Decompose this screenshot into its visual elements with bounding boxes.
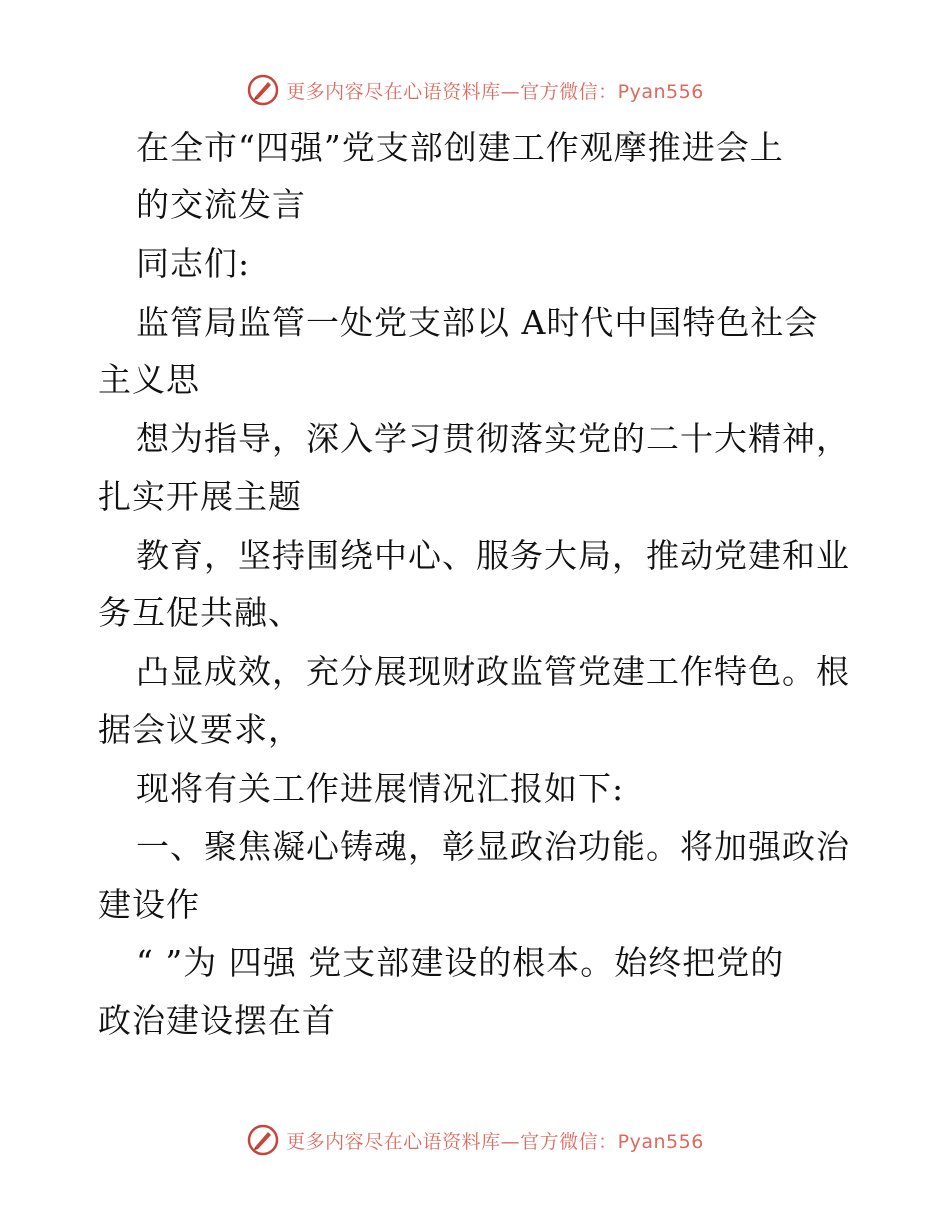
paragraph-line: 凸显成效，充分展现财政监管党建工作特色。根: [136, 652, 850, 691]
paragraph-line: 监管局监管一处党支部以 A时代中国特色社会: [136, 303, 819, 342]
watermark-wechat-id: Pyan556: [617, 1130, 704, 1153]
section-heading-line: 一、聚焦凝心铸魂，彰显政治功能。将加强政治: [136, 827, 850, 866]
salutation: 同志们:: [136, 244, 251, 283]
paragraph-line: 建设作: [98, 885, 200, 924]
watermark-wechat-id: Pyan556: [617, 80, 704, 103]
paragraph-line: 主义思: [98, 360, 200, 399]
paragraph-line: 想为指导，深入学习贯彻落实党的二十大精神，: [136, 419, 850, 458]
quill-circle-logo-icon: [246, 73, 280, 107]
paragraph-line: “ ”为 四强 党支部建设的根本。始终把党的: [136, 943, 785, 982]
paragraph-line: 务互促共融、: [98, 593, 302, 632]
footer-watermark: [0, 1120, 950, 1160]
paragraph-line: 政治建设摆在首: [98, 1001, 336, 1040]
title-line-2: 的交流发言: [136, 185, 306, 224]
watermark-text: [286, 1127, 704, 1154]
watermark-label: 更多内容尽在心语资料库—官方微信：: [286, 80, 618, 103]
watermark-text: [286, 77, 704, 104]
paragraph-line: 据会议要求，: [98, 710, 302, 749]
paragraph-line: 教育，坚持围绕中心、服务大局，推动党建和业: [136, 536, 850, 575]
quill-circle-logo-icon: [246, 1123, 280, 1157]
watermark-label: 更多内容尽在心语资料库—官方微信：: [286, 1130, 618, 1153]
paragraph-line: 现将有关工作进展情况汇报如下:: [136, 769, 625, 808]
title-line-1: 在全市“四强”党支部创建工作观摩推进会上: [136, 128, 784, 167]
header-watermark: [0, 70, 950, 110]
paragraph-line: 扎实开展主题: [98, 477, 302, 516]
